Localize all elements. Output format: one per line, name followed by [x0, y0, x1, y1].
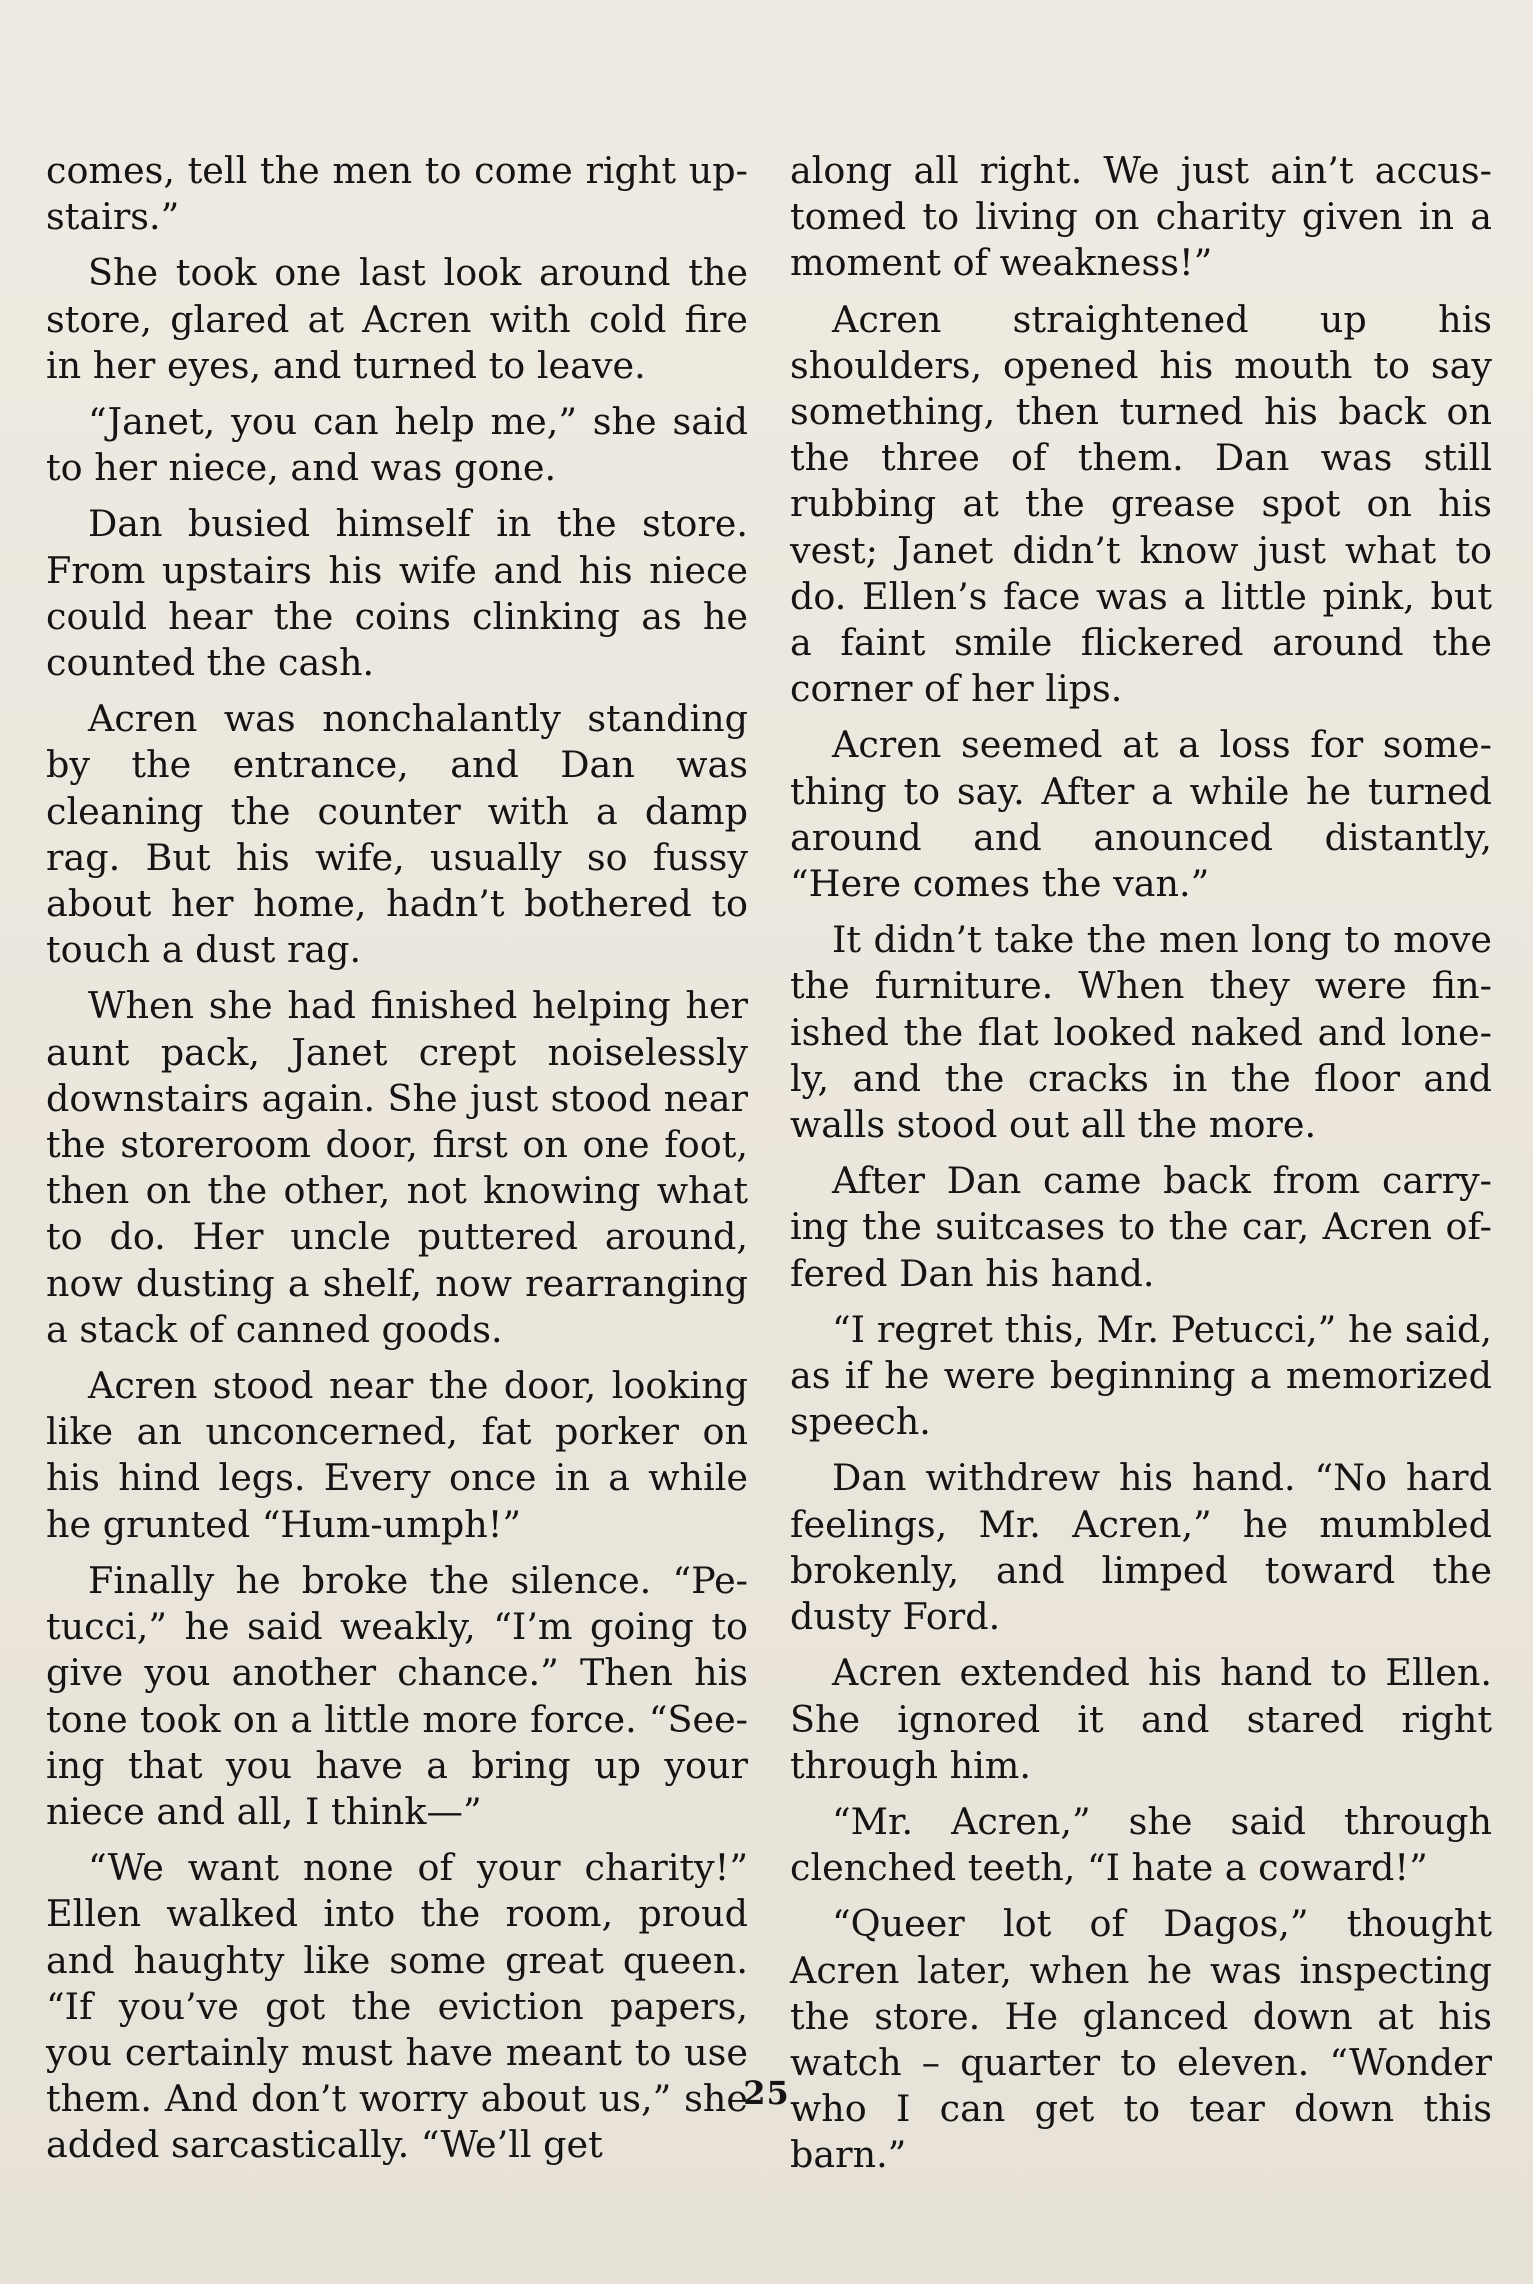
paragraph: Finally he broke the silence. “Pe-tucci,” he said weakly, “I’m going to give you another chance.” Then his tone took on a little more force. “See-ing that you have a bring up your niece and all, I think—”: [46, 1558, 748, 1833]
paragraph: When she had finished helping her aunt pack, Janet crept noiselessly downstairs again. She just stood near the storeroom door, first on one foot, then on the other, not knowing what to do. Her uncle puttered around, now dusting a shelf, now rearranging a stack of canned goods.: [46, 984, 748, 1351]
paragraph: Acren straightened up his shoulders, opened his mouth to say something, then turned his back on the three of them. Dan was still rubbing at the grease spot on his vest; Janet didn’t know just what to do. Ellen’s face was a little pink, but a faint smile flickered around the corner of her lips.: [790, 297, 1492, 711]
right-text-column: [790, 148, 1492, 2189]
paragraph: along all right. We just ain’t accus-tomed to living on charity given in a moment of weakness!”: [790, 149, 1492, 285]
paragraph: “I regret this, Mr. Petucci,” he said, as if he were beginning a memorized speech.: [790, 1307, 1492, 1444]
paragraph: Acren stood near the door, looking like an unconcerned, fat porker on his hind legs. Every once in a while he grunted “Hum-umph!”: [46, 1364, 748, 1546]
paragraph: “Mr. Acren,” she said through clenched teeth, “I hate a coward!”: [790, 1799, 1492, 1890]
paragraph: Acren was nonchalantly standing by the entrance, and Dan was cleaning the counter with a damp rag. But his wife, usually so fussy about her home, hadn’t bothered to touch a dust rag.: [46, 697, 748, 972]
paragraph: comes, tell the men to come right up-stairs.”: [46, 149, 748, 239]
page-number: 25: [743, 2074, 790, 2112]
paragraph: After Dan came back from carry-ing the suitcases to the car, Acren of-fered Dan his hand.: [790, 1159, 1492, 1295]
paragraph: Dan busied himself in the store. From upstairs his wife and his niece could hear the coins clinking as he counted the cash.: [46, 502, 748, 685]
paragraph: “We want none of your charity!” Ellen walked into the room, proud and haughty like some great queen. “If you’ve got the eviction papers, you certainly must have meant to use them. And don’t worry about us,” she added sarcastically. “We’ll get: [46, 1846, 748, 2167]
paragraph: “Janet, you can help me,” she said to her niece, and was gone.: [46, 400, 748, 490]
paragraph: It didn’t take the men long to move the furniture. When they were fin-ished the flat looked naked and lone-ly, and the cracks in the floor and walls stood out all the more.: [790, 918, 1492, 1147]
paragraph: She took one last look around the store, glared at Acren with cold fire in her eyes, and turned to leave.: [46, 251, 748, 387]
paragraph: Acren seemed at a loss for some-thing to say. After a while he turned around and anounced distantly, “Here comes the van.”: [790, 723, 1492, 906]
paragraph: Acren extended his hand to Ellen. She ignored it and stared right through him.: [790, 1651, 1492, 1787]
paragraph: Dan withdrew his hand. “No hard feelings, Mr. Acren,” he mumbled brokenly, and limped toward the dusty Ford.: [790, 1456, 1492, 1639]
paragraph: “Queer lot of Dagos,” thought Acren later, when he was inspecting the store. He glanced down at his watch – quarter to eleven. “Wonder who I can get to tear down this barn.”: [790, 1902, 1492, 2177]
left-text-column: [46, 148, 748, 2179]
